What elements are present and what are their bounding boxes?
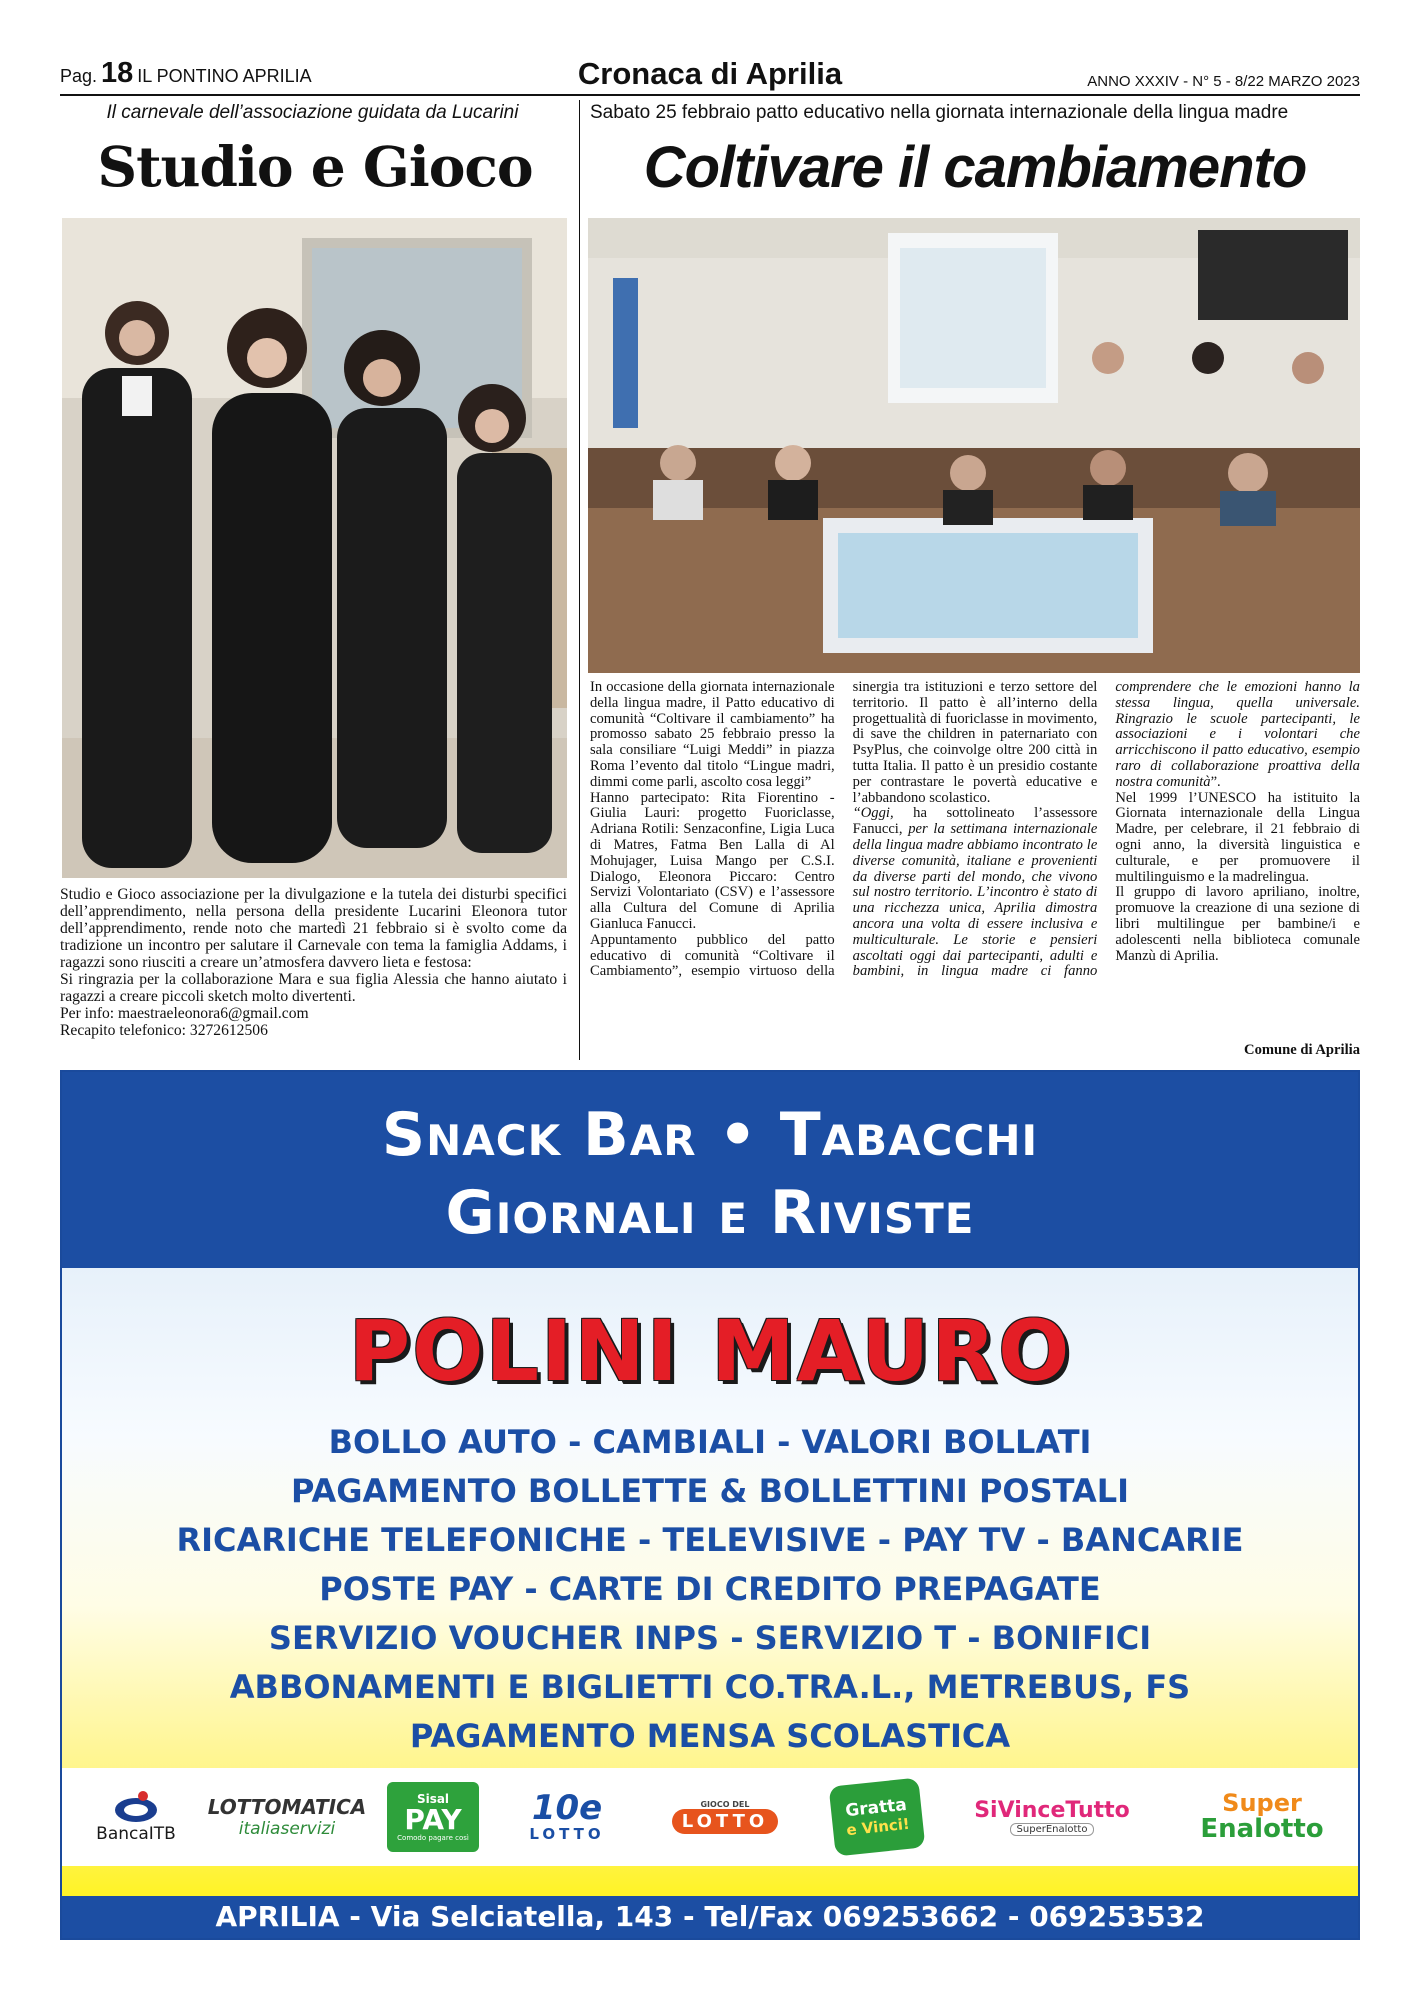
column-divider bbox=[579, 100, 580, 1060]
quote-open: “Oggi, bbox=[852, 805, 894, 822]
ad-address-bar: APRILIA - Via Selciatella, 143 - Tel/Fax 069253662 - 069253532 bbox=[62, 1896, 1358, 1938]
right-kicker: Sabato 25 febbraio patto educativo nella giornata internazionale della lingua madre bbox=[590, 102, 1289, 123]
service-item: POSTE PAY - CARTE DI CREDITO PREPAGATE bbox=[319, 1570, 1101, 1608]
section-title: Cronaca di Aprilia bbox=[577, 56, 843, 91]
ad-line-2: Giornali e Riviste bbox=[445, 1178, 975, 1248]
right-article-body bbox=[590, 680, 1360, 1060]
sivincetutto-sub: SuperEnalotto bbox=[1010, 1823, 1095, 1836]
enalotto-text: Enalotto bbox=[1200, 1814, 1324, 1844]
page-header bbox=[60, 58, 1360, 96]
service-item: PAGAMENTO MENSA SCOLASTICA bbox=[409, 1717, 1011, 1755]
advertisement bbox=[60, 1070, 1360, 1940]
contact-phone: Recapito telefonico: 3272612506 bbox=[60, 1022, 268, 1039]
pay-text: PAY bbox=[404, 1803, 462, 1836]
article-signature: Comune di Aprilia bbox=[1244, 1042, 1360, 1058]
sisal-sub: Comodo pagare così bbox=[397, 1834, 469, 1842]
left-paragraph: Si ringrazia per la collaborazione Mara e sua figlia Alessia che hanno aiutato i ragazzi a creare piccoli sketch molto divertenti. bbox=[60, 971, 567, 1005]
gratta-e-vinci-logo bbox=[829, 1777, 926, 1856]
service-item: RICARICHE TELEFONICHE - TELEVISIVE - PAY TV - BANCARIE bbox=[176, 1521, 1244, 1559]
ad-body bbox=[62, 1268, 1358, 1940]
left-kicker: Il carnevale dell’associazione guidata da Lucarini bbox=[106, 102, 519, 123]
ad-business-name: POLINI MAURO bbox=[348, 1302, 1072, 1400]
sivincetutto-text: SiVinceTutto bbox=[974, 1798, 1130, 1823]
right-paragraph: Il gruppo di lavoro apriliano, inoltre, promuove la creazione di una sezione di libri multilingue per bambine/i e adolescenti nella biblioteca comunale Manzù di Aprilia. bbox=[1115, 884, 1360, 964]
lottomatica-sub: italiaservizi bbox=[238, 1819, 336, 1839]
sisal-text: Sisal bbox=[416, 1792, 450, 1806]
issue-info: ANNO XXXIV - N° 5 - 8/22 MARZO 2023 bbox=[1087, 73, 1360, 90]
lottomatica-logo bbox=[207, 1782, 367, 1852]
e-vinci-text: e Vinci! bbox=[845, 1814, 911, 1840]
partner-logos bbox=[62, 1768, 1358, 1866]
left-paragraph: Studio e Gioco associazione per la divulgazione e la tutela dei disturbi specifici dell’apprendimento, nella persona della presidente Lucarini Eleonora tutor dell’apprendimento, rende noto che martedì 21 febbraio si è svolto come da tradizione un incontro per salutare il Carnevale con tema la famiglia Addams, i ragazzi sono riusciti a creare un’atmosfera davvero lieta e festosa: bbox=[60, 886, 567, 971]
superenalotto-logo bbox=[1192, 1782, 1332, 1852]
service-item: ABBONAMENTI E BIGLIETTI CO.TRA.L., METREBUS, FS bbox=[229, 1668, 1191, 1706]
conference-photo bbox=[588, 218, 1360, 673]
ad-banner bbox=[62, 1072, 1358, 1268]
right-paragraph: In occasione della giornata internazionale della lingua madre, il Patto educativo di comunità “Coltivare il cambiamento” ha promosso sabato 25 febbraio presso la sala consiliare “Luigi Meddi” in piazza Roma l’evento dal titolo “Lingue madri, dimmi come parli, ascolto cosa leggi” bbox=[590, 679, 835, 790]
service-item: SERVIZIO VOUCHER INPS - SERVIZIO T - BONIFICI bbox=[268, 1619, 1152, 1657]
quote-attribution: ha sottolineato l’assessore Fanucci, bbox=[852, 805, 1098, 838]
left-article-body bbox=[60, 886, 567, 1039]
paper-name: IL PONTINO APRILIA bbox=[137, 66, 312, 86]
service-item: PAGAMENTO BOLLETTE & BOLLETTINI POSTALI bbox=[290, 1472, 1130, 1510]
quote-text: per la settimana internazionale della lingua madre abbiamo incontrato le diverse comunità, italiane e provenienti da diverse parti del mondo, che vivono sul nostro territorio. L’incontro è stato di una ricchezza unica, Aprilia dimostra ancora una volta di essere inclusiva e multiculturale. Le storie e pensieri ascoltati oggi dai partecipanti, adulti e bambini, in lingua madre ci fanno comprendere che le emozioni hanno la stessa lingua, quella universale. Ringrazio le scuole partecipanti, le associazioni e i volontari che arricchiscono il patto educativo, esempio raro di collaborazione proattiva della nostra comunità bbox=[852, 679, 1360, 980]
gioco-del-text: GIOCO DEL bbox=[700, 1800, 750, 1809]
bancaitb-text: BancaITB bbox=[96, 1824, 176, 1844]
service-item: BOLLO AUTO - CAMBIALI - VALORI BOLLATI bbox=[328, 1423, 1092, 1461]
ad-line-1: Snack Bar • Tabacchi bbox=[381, 1100, 1039, 1170]
super-text: Super bbox=[1222, 1789, 1302, 1817]
ad-services bbox=[62, 1418, 1358, 1761]
bancaitb-logo bbox=[76, 1782, 196, 1852]
sivincetutto-logo bbox=[957, 1782, 1147, 1852]
left-headline: Studio e Gioco bbox=[97, 134, 533, 199]
bancaitb-icon bbox=[113, 1790, 159, 1824]
lotto-logo bbox=[655, 1782, 795, 1852]
sisalpay-logo bbox=[387, 1782, 479, 1852]
right-paragraph: Nel 1999 l’UNESCO ha istituito la Giornata internazionale della Lingua Madre, per celebrare, il 21 febbraio di ogni anno, la diversità linguistica e culturale, e per promuovere il multilinguismo e la madrelingua. bbox=[1115, 789, 1360, 885]
carnival-photo bbox=[62, 218, 567, 878]
10e-lotto-text: LOTTO bbox=[529, 1825, 605, 1843]
contact-email: Per info: maestraeleonora6@gmail.com bbox=[60, 1005, 309, 1022]
right-headline: Coltivare il cambiamento bbox=[643, 135, 1307, 200]
lottomatica-text: LOTTOMATICA bbox=[207, 1795, 367, 1819]
10e-text: 10e bbox=[531, 1788, 603, 1828]
page-number: 18 bbox=[101, 57, 134, 89]
right-paragraph: Appuntamento pubblico del patto educativo di comunità “Coltivare il Cambiamento”, esempio virtuoso della sinergia tra istituzioni e terzo settore del territorio. Il patto è all’interno della progettualità di fuoriclasse in movimento, di save the children in paternariato con PsyPlus, che coinvolge oltre 200 città in tutta Italia. Il patto è un presidio costante per contrastare le povertà educative e l’abbandono scolastico. bbox=[590, 679, 1098, 980]
pag-label: Pag. bbox=[60, 66, 98, 86]
gratta-text: Gratta bbox=[844, 1794, 908, 1822]
lotto-text: LOTTO bbox=[672, 1809, 778, 1834]
10elotto-logo bbox=[512, 1782, 622, 1852]
quote-close: ”. bbox=[1210, 773, 1221, 790]
right-paragraph: Hanno partecipato: Rita Fiorentino - Giulia Lauri: progetto Fuoriclasse, Adriana Rotili: Senzaconfine, Ligia Luca di Matres, Fatma Ben Lalla di Al Mohujager, Luisa Mango per C.S.I. Dialogo, Eleonora Piccaro: Centro Servizi Volontariato (CSV) e l’assessore alla Cultura del Comune di Aprilia Gianluca Fanucci. bbox=[590, 789, 835, 932]
